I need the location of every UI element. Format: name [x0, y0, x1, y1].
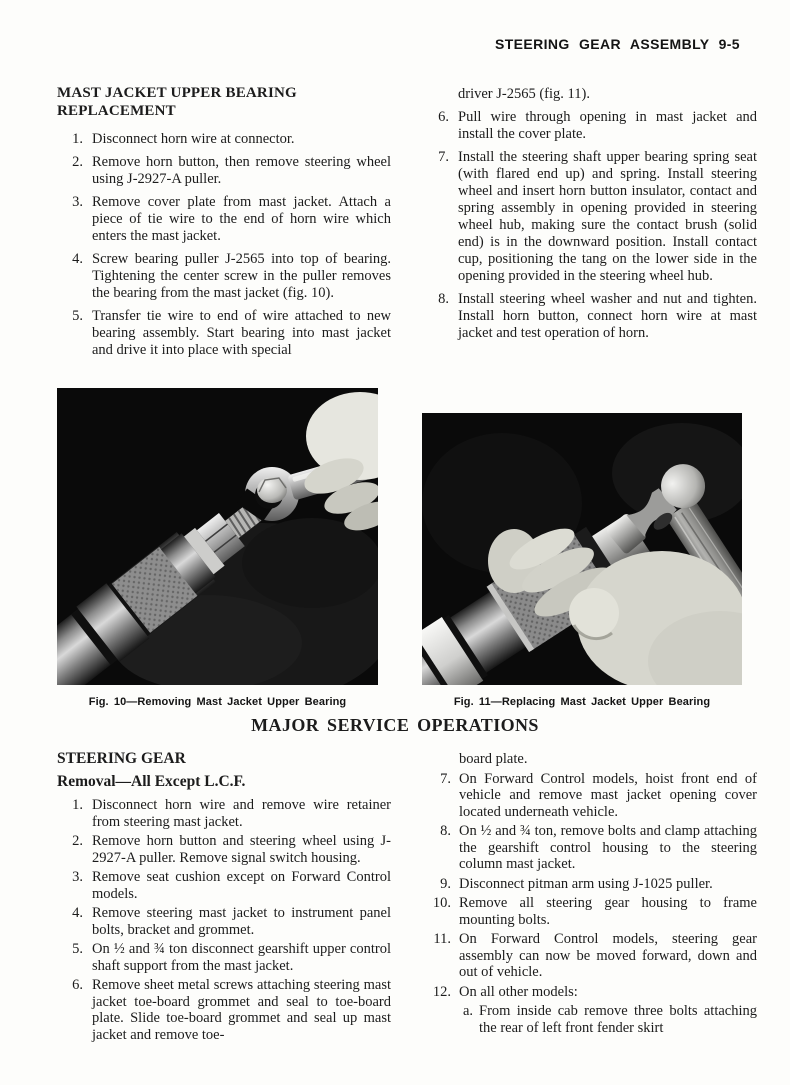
list-item	[57, 905, 391, 938]
list-item	[423, 984, 757, 1001]
list-item	[57, 833, 391, 866]
step-number: 4.	[72, 905, 83, 921]
section2-right-steps	[423, 771, 757, 1037]
step-text: Disconnect horn wire and remove wire retainer from steering mast jacket.	[92, 797, 391, 830]
step-text: On Forward Control models, hoist front end of vehicle and remove mast jacket opening cover located underneath vehicle.	[459, 770, 757, 820]
substep-text: From inside cab remove three bolts attaching the rear of left front fender skirt	[479, 1003, 757, 1036]
step-number: 3.	[72, 194, 83, 210]
list-item	[57, 308, 391, 359]
step-number: 7.	[438, 149, 449, 165]
list-item	[423, 931, 757, 981]
continuation-text: board plate.	[459, 751, 528, 767]
step-number: 8.	[440, 823, 451, 839]
figure-11-photo	[422, 413, 742, 685]
list-item	[57, 131, 391, 148]
step-text: Pull wire through opening in mast jacket and install the cover plate.	[458, 109, 757, 142]
step-number: 1.	[72, 797, 83, 813]
section2-heading: STEERING GEAR	[57, 750, 186, 767]
section1-heading: MAST JACKET UPPER BEARING REPLACEMENT	[57, 85, 297, 119]
section1-right-steps	[423, 109, 757, 342]
section2-right-column	[423, 751, 757, 1036]
list-item	[57, 941, 391, 974]
list-item	[423, 895, 757, 928]
major-section-heading: MAJOR SERVICE OPERATIONS	[251, 715, 539, 735]
list-item	[423, 291, 757, 342]
step-number: 8.	[438, 291, 449, 307]
step-number: 7.	[440, 770, 451, 787]
step-number: 9.	[440, 875, 451, 892]
step-number: 11.	[433, 931, 451, 947]
substep-letter: a.	[462, 1003, 473, 1019]
list-item	[57, 977, 391, 1043]
step-text: Remove all steering gear housing to frame mounting bolts.	[459, 895, 757, 928]
section1-left-column	[57, 84, 391, 365]
step-number: 2.	[72, 154, 83, 170]
section2-left-column	[57, 751, 391, 1046]
step-number: 10.	[432, 895, 451, 911]
step-number: 3.	[72, 869, 83, 885]
step-text: Remove steering mast jacket to instrument panel bolts, bracket and grommet.	[92, 905, 391, 938]
figure-10-caption: Fig. 10—Removing Mast Jacket Upper Bearing	[88, 696, 347, 708]
step-text: Transfer tie wire to end of wire attached to new bearing assembly. Start bearing into mast jacket and drive it into place with special	[92, 308, 391, 358]
step-number: 2.	[72, 833, 83, 849]
step-text: Install steering wheel washer and nut and tighten. Install horn button, connect horn wire at mast jacket and test operation of horn.	[458, 291, 757, 341]
step-number: 6.	[438, 109, 449, 125]
list-item	[57, 154, 391, 188]
step-text: On Forward Control models, steering gear assembly can now be moved forward, down and out of vehicle.	[459, 931, 757, 980]
step-text: On ½ and ¾ ton disconnect gearshift upper control shaft support from the mast jacket.	[92, 941, 391, 974]
step-text: Disconnect pitman arm using J-1025 puller.	[459, 875, 713, 892]
page-header: STEERING GEAR ASSEMBLY 9-5	[494, 36, 740, 52]
step-text: Screw bearing puller J-2565 into top of bearing. Tightening the center screw in the puller removes the bearing from the mast jacket (fig. 10).	[92, 251, 391, 301]
step-text: Remove seat cushion except on Forward Control models.	[92, 869, 391, 902]
list-item	[423, 823, 757, 873]
step-text: Remove horn button and steering wheel using J-2927-A puller. Remove signal switch housing.	[92, 833, 391, 866]
list-item	[423, 876, 757, 893]
step-number: 4.	[72, 251, 83, 267]
step-number: 1.	[72, 131, 83, 147]
step-text: Remove sheet metal screws attaching steering mast jacket toe-board grommet and seal to toe-board plate. Slide toe-board grommet and seal up mast jacket and remove toe-	[92, 977, 391, 1043]
list-item	[57, 869, 391, 902]
step-text: On ½ and ¾ ton, remove bolts and clamp attaching the gearshift control housing to the steering column mast jacket.	[459, 823, 757, 872]
list-item	[423, 771, 757, 821]
continuation-text: driver J-2565 (fig. 11).	[458, 86, 590, 102]
figure-11-caption: Fig. 11—Replacing Mast Jacket Upper Bearing	[453, 696, 711, 708]
figure-10-photo	[57, 388, 378, 685]
step-text: Install the steering shaft upper bearing spring seat (with flared end up) and spring. Install steering wheel and insert horn button insulator, contact and spring assembly in opening provided in steering wheel hub, making sure the contact brush (solid end) is in the downward position. Install contact cup, positioning the tang on the lower side in the opening provided in the steering wheel hub.	[458, 149, 757, 284]
step-number: 5.	[72, 941, 83, 957]
list-item	[423, 109, 757, 143]
list-item	[57, 194, 391, 245]
section1-left-steps	[57, 131, 391, 359]
sub-list-item	[459, 1003, 757, 1036]
step-number: 5.	[72, 308, 83, 324]
step-text: Remove horn button, then remove steering wheel using J-2927-A puller.	[92, 154, 391, 187]
section2-subheading: Removal—All Except L.C.F.	[57, 772, 246, 790]
list-item	[423, 149, 757, 285]
puller-nut-illustration	[257, 477, 287, 503]
step-number: 6.	[72, 977, 83, 993]
list-item	[57, 251, 391, 302]
list-item	[57, 797, 391, 830]
step-number: 12.	[432, 983, 451, 1000]
section2-left-steps	[57, 797, 391, 1043]
step-text: Remove cover plate from mast jacket. Attach a piece of tie wire to the end of horn wire which enters the mast jacket.	[92, 194, 391, 244]
section1-right-column	[423, 86, 757, 348]
step-text: On all other models:	[459, 983, 578, 1000]
step-text: Disconnect horn wire at connector.	[92, 131, 295, 147]
